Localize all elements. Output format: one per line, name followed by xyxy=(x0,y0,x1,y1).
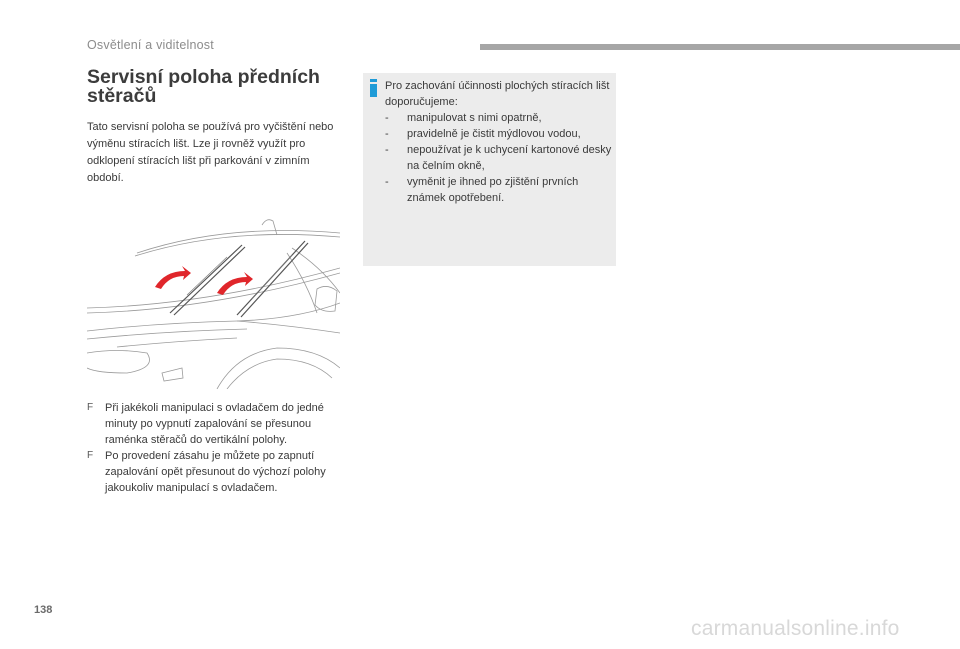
info-list-item xyxy=(385,126,613,142)
info-list-item xyxy=(385,110,613,126)
instruction-steps xyxy=(87,400,352,496)
section-title: Osvětlení a viditelnost xyxy=(87,38,214,52)
info-i-icon xyxy=(369,79,378,97)
step-item xyxy=(87,400,352,448)
step-text: Po provedení zásahu je můžete po zapnutí zapalování opět přesunout do výchozí polohy jakoukoliv manipulací s ovladačem. xyxy=(105,450,326,494)
step-item xyxy=(87,448,352,496)
list-text: pravidelně je čistit mýdlovou vodou, xyxy=(407,128,581,140)
info-list-item xyxy=(385,142,613,174)
watermark: carmanualsonline.info xyxy=(691,617,900,640)
info-list-item xyxy=(385,174,613,206)
list-text: nepoužívat je k uchycení kartonové desky na čelním okně, xyxy=(407,144,612,172)
page-heading: Servisní poloha předních stěračů xyxy=(87,66,320,107)
list-text: manipulovat s nimi opatrně, xyxy=(407,112,542,124)
list-dash: - xyxy=(385,128,389,140)
list-dash: - xyxy=(385,176,389,188)
step-bullet: F xyxy=(87,450,94,461)
info-intro: Pro zachování účinnosti plochých stíracích lišt doporučujeme: xyxy=(385,80,610,108)
list-text: vyměnit je ihned po zjištění prvních známek opotřebení. xyxy=(407,176,579,204)
list-dash: - xyxy=(385,112,389,124)
info-content xyxy=(385,78,613,206)
header-bar xyxy=(480,44,960,50)
page-number: 138 xyxy=(34,604,53,616)
wiper-illustration xyxy=(87,213,340,389)
list-dash: - xyxy=(385,144,389,156)
intro-paragraph: Tato servisní poloha se používá pro vyčištění nebo výměnu stíracích lišt. Lze ji rovněž využít pro odklopení stíracích lišt při parkování v zimním období. xyxy=(87,121,334,184)
step-bullet: F xyxy=(87,402,94,413)
step-text: Při jakékoli manipulaci s ovladačem do jedné minuty po vypnutí zapalování se přesunou raménka stěračů do vertikální polohy. xyxy=(105,402,324,446)
info-list xyxy=(385,110,613,206)
